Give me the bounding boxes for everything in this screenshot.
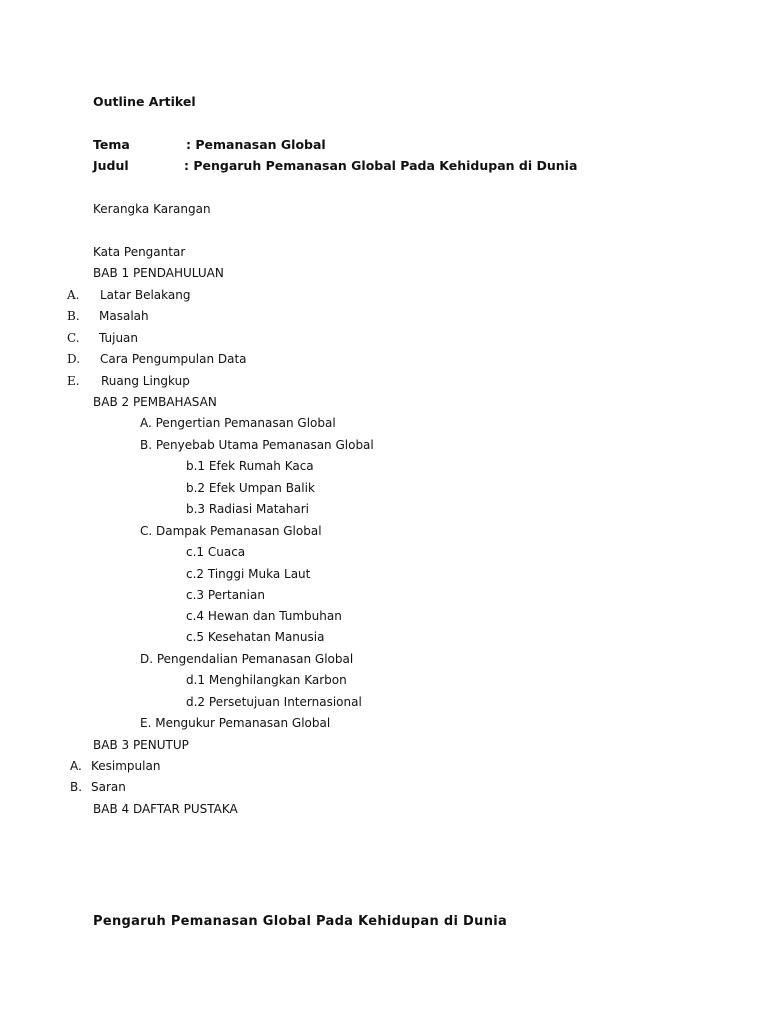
bab1-title: BAB 1 PENDAHULUAN (93, 266, 224, 280)
bab1-marker-b: B. (67, 309, 80, 323)
bab3-title: BAB 3 PENUTUP (93, 738, 189, 752)
bab2-title: BAB 2 PEMBAHASAN (93, 395, 217, 409)
bab2-section-c: C. Dampak Pemanasan Global (140, 524, 322, 538)
bab2-c1: c.1 Cuaca (186, 545, 246, 559)
bab2-section-e: E. Mengukur Pemanasan Global (140, 716, 331, 730)
bab2-c4: c.4 Hewan dan Tumbuhan (186, 609, 342, 623)
bab2-d1: d.1 Menghilangkan Karbon (186, 673, 347, 687)
bab3-marker-a: A. (70, 759, 82, 773)
tema-value: : Pemanasan Global (186, 137, 326, 152)
bab3-item-a: Kesimpulan (91, 759, 161, 773)
bab2-b3: b.3 Radiasi Matahari (186, 502, 310, 516)
bab2-c5: c.5 Kesehatan Manusia (186, 630, 325, 644)
bab1-item-d: Cara Pengumpulan Data (100, 352, 247, 366)
kerangka-karangan: Kerangka Karangan (93, 202, 211, 216)
bab1-marker-e: E. (67, 374, 80, 388)
bab2-b1: b.1 Efek Rumah Kaca (186, 459, 314, 473)
judul-label: Judul (93, 158, 129, 173)
judul-value: : Pengaruh Pemanasan Global Pada Kehidupan di Dunia (184, 158, 578, 173)
kata-pengantar: Kata Pengantar (93, 245, 186, 259)
bab1-item-c: Tujuan (99, 331, 139, 345)
bab3-item-b: Saran (91, 780, 126, 794)
bab1-marker-d: D. (67, 352, 81, 366)
tema-label: Tema (93, 137, 130, 152)
bab2-section-a: A. Pengertian Pemanasan Global (140, 416, 336, 430)
article-title: Pengaruh Pemanasan Global Pada Kehidupan di Dunia (93, 914, 508, 929)
bab1-item-e: Ruang Lingkup (101, 374, 190, 388)
bab2-c3: c.3 Pertanian (186, 588, 265, 602)
bab2-section-d: D. Pengendalian Pemanasan Global (140, 652, 354, 666)
bab1-item-b: Masalah (99, 309, 149, 323)
bab1-marker-c: C. (67, 331, 80, 345)
bab2-c2: c.2 Tinggi Muka Laut (186, 567, 311, 581)
bab2-section-b: B. Penyebab Utama Pemanasan Global (140, 438, 374, 452)
bab1-item-a: Latar Belakang (100, 288, 191, 302)
bab1-marker-a: A. (67, 288, 80, 302)
bab2-b2: b.2 Efek Umpan Balik (186, 481, 315, 495)
bab4-title: BAB 4 DAFTAR PUSTAKA (93, 802, 238, 816)
bab3-marker-b: B. (70, 780, 83, 794)
bab2-d2: d.2 Persetujuan Internasional (186, 695, 362, 709)
outline-heading: Outline Artikel (93, 94, 196, 109)
